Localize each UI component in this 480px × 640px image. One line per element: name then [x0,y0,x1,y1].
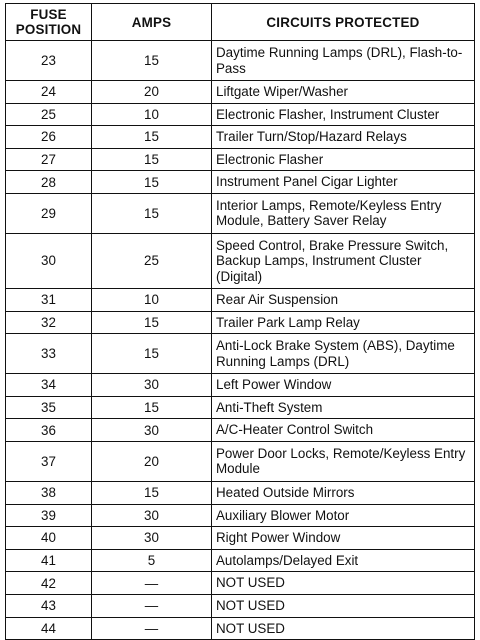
fuse-position-cell: 36 [6,419,92,442]
circuits-protected-cell: Electronic Flasher, Instrument Cluster [212,103,475,126]
fuse-position-cell: 28 [6,171,92,194]
fuse-position-cell: 31 [6,288,92,311]
table-row [6,396,475,419]
circuits-protected-cell: Trailer Turn/Stop/Hazard Relays [212,126,475,149]
table-row [6,148,475,171]
fuse-position-cell: 25 [6,103,92,126]
circuits-protected-cell: Right Power Window [212,527,475,550]
fuse-table [5,3,475,640]
amps-cell: 15 [92,334,212,374]
fuse-position-cell: 40 [6,527,92,550]
table-row [6,527,475,550]
amps-cell: 30 [92,527,212,550]
circuits-protected-cell: NOT USED [212,572,475,595]
table-row [6,374,475,397]
amps-cell: 10 [92,103,212,126]
amps-cell: 15 [92,171,212,194]
circuits-protected-cell: Electronic Flasher [212,148,475,171]
amps-cell: 15 [92,41,212,81]
circuits-protected-cell: Autolamps/Delayed Exit [212,549,475,572]
amps-cell: 20 [92,81,212,104]
amps-cell: 30 [92,419,212,442]
table-row [6,288,475,311]
table-row [6,126,475,149]
fuse-position-cell: 42 [6,572,92,595]
circuits-protected-cell: Auxiliary Blower Motor [212,504,475,527]
table-row [6,617,475,640]
amps-cell: 15 [92,396,212,419]
fuse-position-cell: 43 [6,594,92,617]
circuits-protected-cell: Anti-Theft System [212,396,475,419]
amps-cell: 15 [92,126,212,149]
amps-cell: 30 [92,504,212,527]
circuits-protected-cell: NOT USED [212,617,475,640]
amps-cell: 10 [92,288,212,311]
amps-cell: 15 [92,148,212,171]
circuits-protected-cell: A/C-Heater Control Switch [212,419,475,442]
circuits-protected-cell: Liftgate Wiper/Washer [212,81,475,104]
header-amps: AMPS [92,4,212,41]
fuse-position-cell: 27 [6,148,92,171]
circuits-protected-cell: Interior Lamps, Remote/Keyless Entry Module, Battery Saver Relay [212,193,475,233]
fuse-position-cell: 35 [6,396,92,419]
table-row [6,594,475,617]
fuse-position-cell: 34 [6,374,92,397]
circuits-protected-cell: Anti-Lock Brake System (ABS), Daytime Running Lamps (DRL) [212,334,475,374]
circuits-protected-cell: Speed Control, Brake Pressure Switch, Backup Lamps, Instrument Cluster (Digital) [212,233,475,288]
fuse-position-cell: 30 [6,233,92,288]
amps-cell: — [92,594,212,617]
header-row [6,4,475,41]
header-position-line2: POSITION [15,22,82,37]
amps-cell: 5 [92,549,212,572]
fuse-table-body [6,41,475,640]
circuits-protected-cell: Left Power Window [212,374,475,397]
header-fuse-position [6,4,92,41]
table-row [6,41,475,81]
circuits-protected-cell: Daytime Running Lamps (DRL), Flash-to-Pass [212,41,475,81]
table-row [6,419,475,442]
amps-cell: 30 [92,374,212,397]
table-row [6,481,475,504]
table-row [6,441,475,481]
amps-cell: 15 [92,481,212,504]
amps-cell: 20 [92,441,212,481]
circuits-protected-cell: Rear Air Suspension [212,288,475,311]
amps-cell: — [92,617,212,640]
table-row [6,549,475,572]
fuse-position-cell: 26 [6,126,92,149]
table-row [6,193,475,233]
circuits-protected-cell: NOT USED [212,594,475,617]
fuse-position-cell: 33 [6,334,92,374]
table-row [6,103,475,126]
amps-cell: 15 [92,311,212,334]
fuse-position-cell: 32 [6,311,92,334]
fuse-position-cell: 44 [6,617,92,640]
table-row [6,504,475,527]
fuse-position-cell: 23 [6,41,92,81]
table-row [6,334,475,374]
table-row [6,171,475,194]
amps-cell: — [92,572,212,595]
table-row [6,233,475,288]
header-circuits-protected: CIRCUITS PROTECTED [212,4,475,41]
amps-cell: 25 [92,233,212,288]
amps-cell: 15 [92,193,212,233]
table-row [6,81,475,104]
fuse-position-cell: 37 [6,441,92,481]
circuits-protected-cell: Trailer Park Lamp Relay [212,311,475,334]
fuse-position-cell: 29 [6,193,92,233]
circuits-protected-cell: Instrument Panel Cigar Lighter [212,171,475,194]
fuse-position-cell: 41 [6,549,92,572]
table-row [6,311,475,334]
table-row [6,572,475,595]
circuits-protected-cell: Power Door Locks, Remote/Keyless Entry Module [212,441,475,481]
header-position-line1: FUSE [30,7,67,22]
fuse-position-cell: 38 [6,481,92,504]
circuits-protected-cell: Heated Outside Mirrors [212,481,475,504]
fuse-position-cell: 39 [6,504,92,527]
fuse-position-cell: 24 [6,81,92,104]
